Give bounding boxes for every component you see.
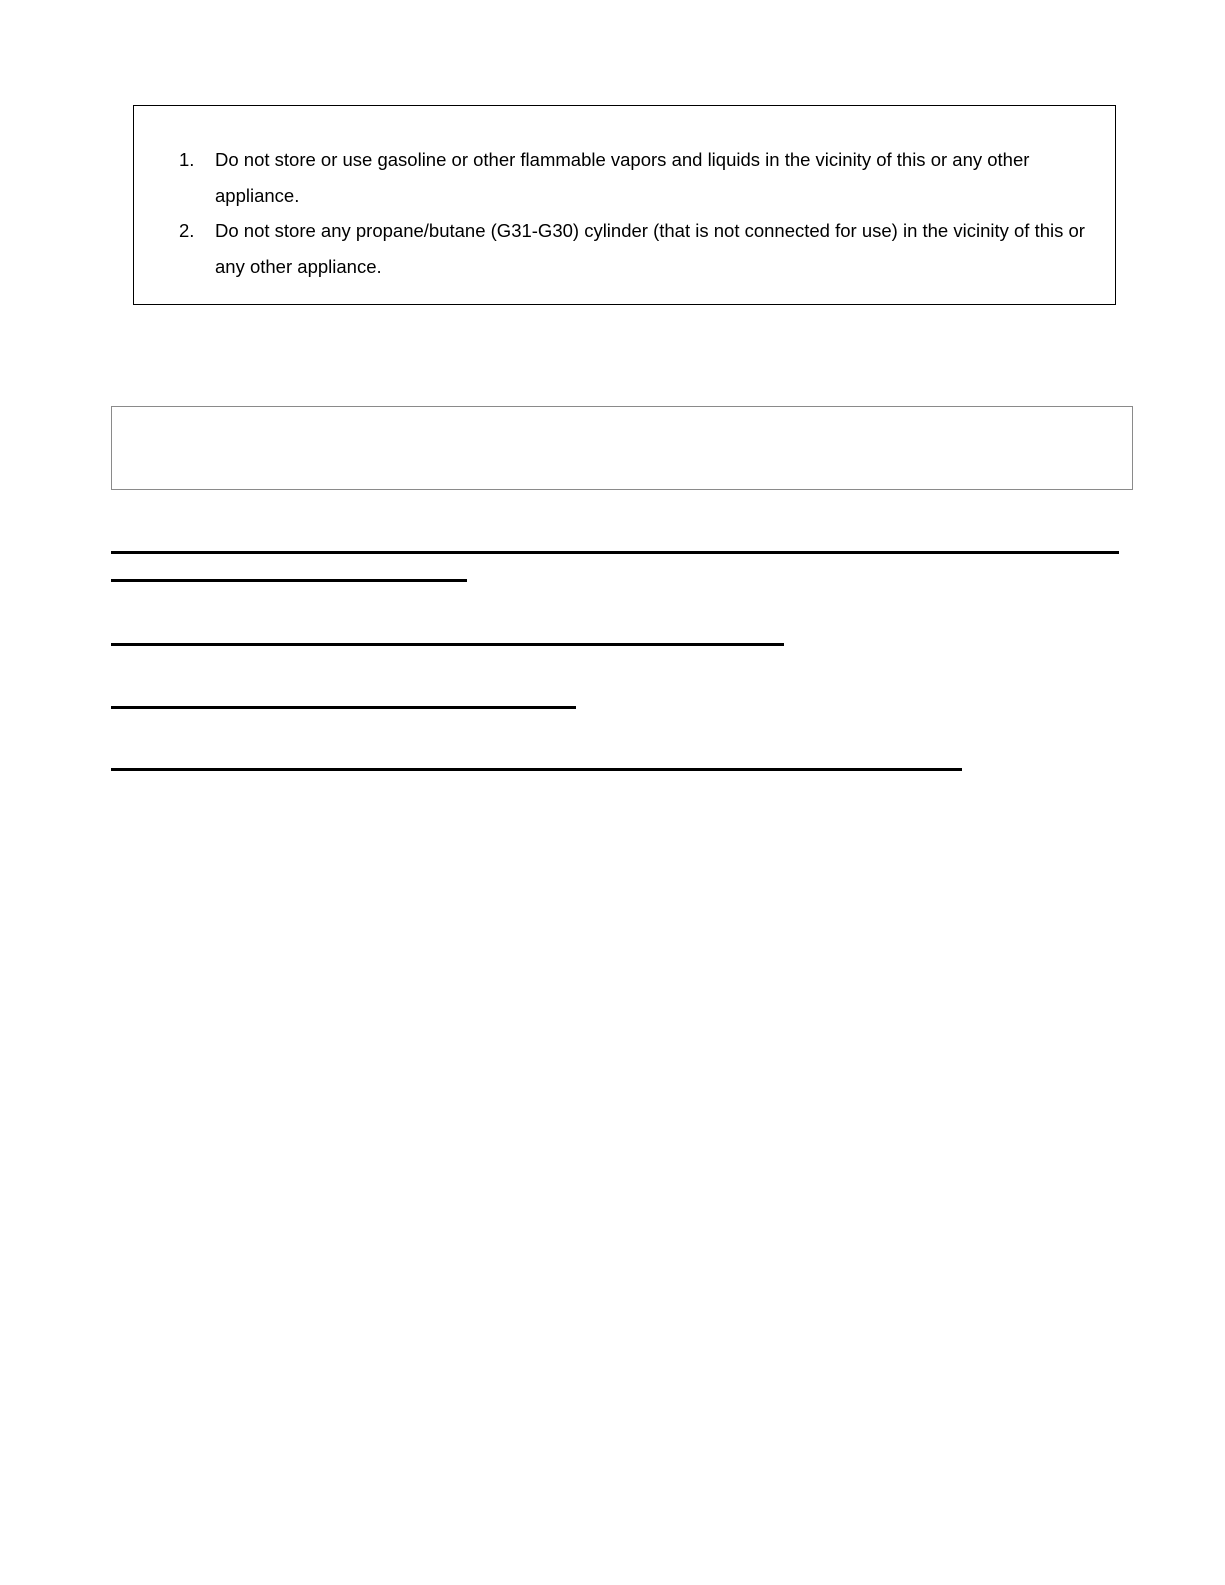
warning-item-text: Do not store or use gasoline or other flammable vapors and liquids in the vicinity of this or any other appliance. bbox=[215, 149, 1030, 206]
blank-line bbox=[111, 643, 784, 646]
empty-text-box bbox=[111, 406, 1133, 490]
warning-item-number: 2. bbox=[179, 220, 195, 241]
blank-line bbox=[111, 768, 962, 771]
blank-line bbox=[111, 706, 576, 709]
blank-line bbox=[111, 579, 467, 582]
warning-item bbox=[134, 142, 1115, 213]
safety-warning-box bbox=[133, 105, 1116, 305]
warning-item-text: Do not store any propane/butane (G31-G30) cylinder (that is not connected for use) in the vicinity of this or any other appliance. bbox=[215, 220, 1085, 277]
safety-warning-list bbox=[134, 142, 1115, 284]
warning-item bbox=[134, 213, 1115, 284]
blank-line bbox=[111, 551, 1119, 554]
warning-item-number: 1. bbox=[179, 149, 195, 170]
